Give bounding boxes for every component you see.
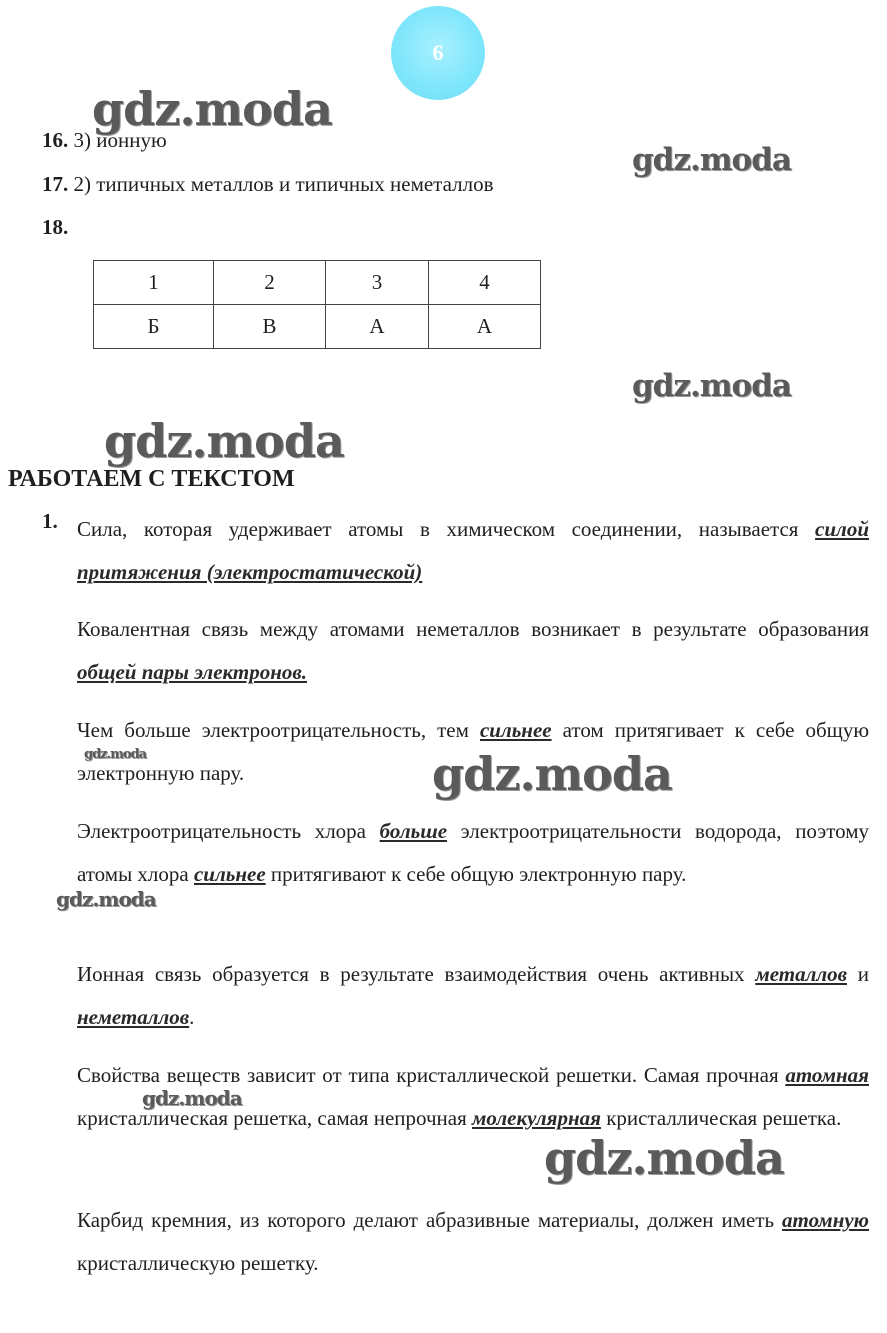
paragraph-text: Чем больше электроотрицательность, тем (77, 718, 469, 742)
table-row (94, 305, 541, 349)
paragraph-1 (77, 508, 869, 594)
paragraph-text: Сила, которая удерживает атомы в химическом соединении, называется (77, 517, 799, 541)
watermark: gdz.moda (632, 368, 791, 404)
watermark: gdz.moda (544, 1131, 784, 1185)
page-number-badge: 6 (391, 6, 485, 100)
answer-highlight: атомная (785, 1063, 869, 1087)
paragraph-text: и (857, 962, 870, 986)
paragraph-5 (77, 953, 869, 1039)
answer-highlight: молекулярная (472, 1106, 601, 1130)
answer-number: 16. (42, 128, 69, 152)
table-header-cell: 4 (429, 261, 541, 305)
answer-highlight: больше (379, 819, 448, 843)
paragraph-6 (77, 1054, 869, 1140)
table-cell: А (429, 305, 541, 349)
watermark: gdz.moda (56, 887, 156, 911)
table-header-cell: 3 (326, 261, 429, 305)
table-row (94, 261, 541, 305)
table-cell: Б (94, 305, 214, 349)
watermark: gdz.moda (104, 414, 344, 468)
paragraph-text: Ионная связь образуется в результате взаимодействия очень активных (77, 962, 745, 986)
paragraph-text: Электроотрицательность хлора (77, 819, 366, 843)
paragraph-text: кристаллическую решетку. (77, 1251, 319, 1275)
watermark: gdz.moda (92, 82, 332, 136)
table-header-cell: 1 (94, 261, 214, 305)
answer-16 (42, 128, 167, 153)
answer-number: 17. (42, 172, 69, 196)
watermark: gdz.moda (632, 142, 791, 178)
answer-17 (42, 172, 494, 197)
paragraph-text: кристаллическая решетка. (606, 1106, 842, 1130)
answer-text: 2) типичных металлов и типичных неметаллов (73, 172, 494, 196)
answer-highlight: силой притяжения (электростатической) (77, 517, 870, 584)
answer-highlight: сильнее (479, 718, 552, 742)
paragraph-text: Карбид кремния, из которого делают абразивные материалы, должен иметь (77, 1208, 775, 1232)
watermark: gdz.moda (142, 1086, 242, 1110)
watermark: gdz.moda (432, 747, 672, 801)
paragraph-text: притягивают к себе общую электронную пару. (270, 862, 687, 886)
answer-highlight: неметаллов (77, 1005, 190, 1029)
answer-number: 18. (42, 215, 69, 239)
answer-text: 3) ионную (73, 128, 167, 152)
answer-highlight: сильнее (193, 862, 266, 886)
table-cell: А (326, 305, 429, 349)
paragraph-text: кристаллическая решетка, самая непрочная (77, 1106, 467, 1130)
paragraph-text: Свойства веществ зависит от типа кристаллической решетки. Самая прочная (77, 1063, 779, 1087)
paragraph-3 (77, 709, 869, 795)
task-number: 1. (42, 509, 58, 533)
answer-highlight: атомную (782, 1208, 869, 1232)
paragraph-text: Ковалентная связь между атомами неметаллов возникает в результате образования (77, 617, 869, 641)
table-cell: В (214, 305, 326, 349)
paragraph-7 (77, 1199, 869, 1285)
watermark: gdz.moda (84, 747, 147, 762)
paragraph-2 (77, 608, 869, 694)
table-header-cell: 2 (214, 261, 326, 305)
paragraph-text: электроотрицательности водорода, поэтому атомы хлора (77, 819, 869, 886)
answer-highlight: общей пары электронов. (77, 660, 308, 684)
paragraph-4 (77, 810, 869, 896)
paragraph-text: атом притягивает к себе общую электронную пару. (77, 718, 870, 785)
section-title: РАБОТАЕМ С ТЕКСТОМ (8, 466, 295, 492)
paragraph-text: . (189, 1005, 195, 1029)
answer-table (93, 260, 541, 349)
answer-18 (42, 215, 68, 240)
answer-highlight: металлов (755, 962, 848, 986)
